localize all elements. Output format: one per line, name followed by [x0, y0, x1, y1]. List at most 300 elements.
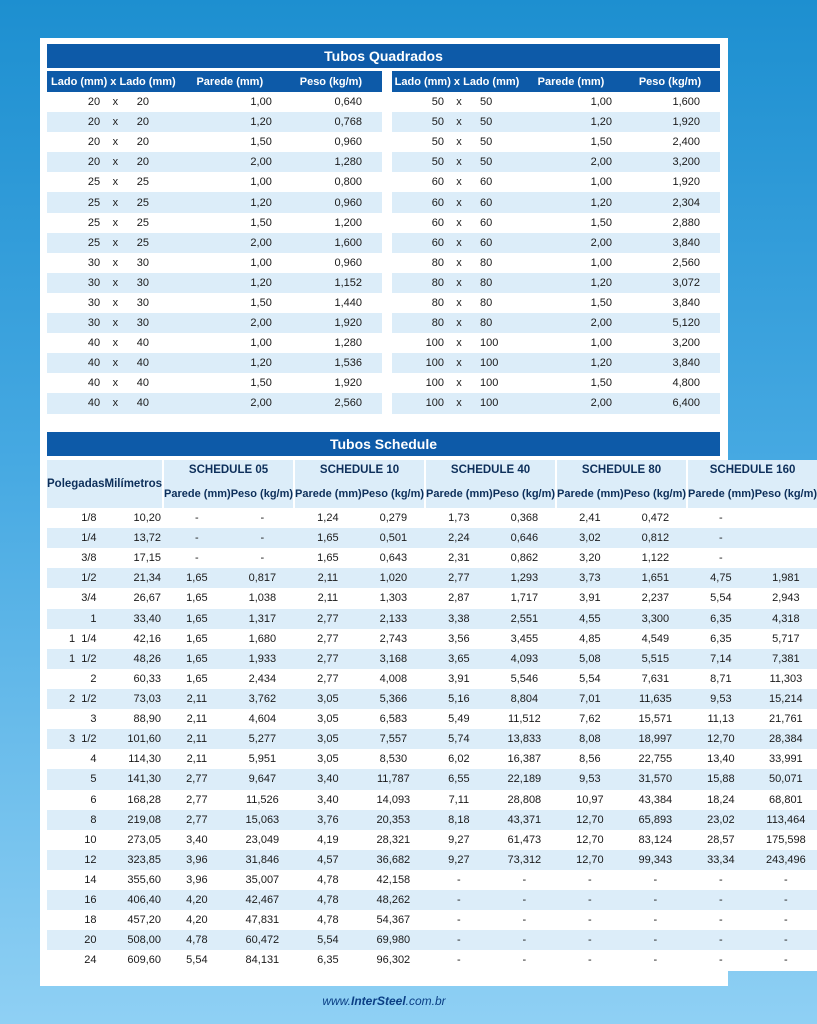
sch05-parede-cell: 4,20: [186, 914, 208, 927]
lado-b-cell: 20: [136, 156, 149, 169]
lado-a-cell: 25: [87, 236, 101, 249]
sch40-peso-cell: 3,455: [510, 632, 539, 645]
peso-cell: 3,840: [672, 296, 700, 309]
lado-b-cell: 20: [136, 116, 149, 129]
sch40-parede-cell: 3,91: [448, 672, 470, 685]
table-row: [47, 192, 382, 212]
sch160-peso-cell: [755, 528, 817, 548]
table-row: [47, 709, 817, 729]
peso-cell: 1,440: [334, 296, 362, 309]
sch10-peso-cell: 3,168: [379, 652, 408, 665]
sch10-peso-cell: 69,980: [376, 934, 411, 947]
lado-b-cell: 50: [480, 156, 493, 169]
footer-suffix: .com.br: [405, 994, 446, 1008]
times-cell: x: [112, 216, 119, 229]
sch40-parede-cell: 5,74: [448, 733, 470, 746]
sch10-parede-cell: 2,77: [317, 652, 339, 665]
footer-website[interactable]: [0, 994, 768, 1008]
sch80-parede-cell: 8,08: [579, 733, 601, 746]
sch10-parede-cell: 3,76: [317, 813, 339, 826]
sch40-peso-cell: 0,368: [510, 512, 539, 525]
sch80-peso-cell: 43,384: [638, 793, 673, 806]
lado-b-cell: 30: [136, 256, 149, 269]
schedule-body: [47, 508, 817, 971]
sch160-parede-cell: -: [719, 934, 723, 947]
times-cell: x: [456, 156, 462, 169]
sch05-parede-cell: 1,65: [186, 672, 208, 685]
subheader-parede: Parede (mm): [294, 480, 362, 508]
lado-b-cell: 40: [136, 357, 149, 370]
polegadas-cell: 6: [90, 793, 97, 806]
sch10-peso-cell: 48,262: [376, 894, 411, 907]
sch40-parede-cell: 8,18: [448, 813, 470, 826]
sch40-parede-cell: 1,73: [448, 512, 470, 525]
lado-b-cell: 100: [480, 337, 499, 350]
times-cell: x: [456, 276, 462, 289]
table-row: [47, 152, 382, 172]
sch80-peso-cell: 15,571: [638, 713, 673, 726]
milimetros-cell: 42,16: [133, 632, 162, 645]
times-cell: x: [112, 156, 119, 169]
parede-cell: 1,50: [590, 377, 612, 390]
table-row: [47, 568, 817, 588]
peso-cell: 1,920: [334, 377, 362, 390]
sch160-peso-cell: 15,214: [769, 693, 803, 706]
polegadas-cell: 1/2: [81, 572, 97, 585]
times-cell: x: [456, 216, 462, 229]
sch05-parede-cell: 1,65: [186, 652, 208, 665]
subheader-peso: Peso (kg/m): [362, 480, 425, 508]
sch160-parede-cell: -: [719, 552, 723, 565]
table-row: [392, 172, 720, 192]
sch80-parede-cell: 8,56: [579, 753, 601, 766]
sch10-parede-cell: 5,54: [317, 934, 339, 947]
sch160-peso-cell: 4,318: [772, 612, 800, 625]
peso-cell: 0,768: [334, 116, 362, 129]
polegadas-cell: 1 1/2: [69, 652, 97, 665]
sch160-parede-cell: 13,40: [707, 753, 735, 766]
polegadas-cell: 8: [90, 813, 97, 826]
milimetros-cell: 17,15: [133, 552, 162, 565]
sch40-parede-cell: -: [457, 954, 461, 967]
sch80-parede-cell: -: [588, 954, 592, 967]
parede-cell: 1,00: [590, 96, 612, 109]
lado-b-cell: 80: [480, 296, 493, 309]
lado-b-cell: 60: [480, 236, 493, 249]
table-row: [47, 132, 382, 152]
sch80-peso-cell: -: [653, 934, 658, 947]
lado-b-cell: 80: [480, 256, 493, 269]
sch40-parede-cell: -: [457, 934, 461, 947]
sch40-peso-cell: 1,717: [510, 592, 539, 605]
sch160-peso-cell: 7,381: [772, 652, 800, 665]
sch160-parede-cell: 18,24: [707, 793, 735, 806]
sch10-peso-cell: 54,367: [376, 914, 411, 927]
footer-brand: InterSteel: [350, 994, 406, 1008]
sch10-peso-cell: 28,321: [376, 833, 411, 846]
table-row: [392, 253, 720, 273]
subheader-peso: Peso (kg/m): [624, 480, 687, 508]
sch40-peso-cell: 5,546: [510, 672, 539, 685]
parede-cell: 1,50: [590, 296, 612, 309]
header-schedule-40: SCHEDULE 40: [425, 460, 556, 480]
sch05-parede-cell: 2,11: [186, 753, 208, 766]
table-row: [47, 373, 382, 393]
times-cell: x: [112, 357, 119, 370]
sch05-parede-cell: 3,96: [186, 874, 208, 887]
times-cell: x: [456, 377, 462, 390]
parede-cell: 1,20: [250, 196, 272, 209]
peso-cell: 1,200: [334, 216, 362, 229]
times-cell: x: [112, 296, 119, 309]
sch05-parede-cell: 2,11: [186, 713, 208, 726]
sch160-peso-cell: [755, 508, 817, 528]
lado-a-cell: 80: [431, 317, 444, 330]
sch10-peso-cell: 4,008: [379, 672, 408, 685]
polegadas-cell: 18: [84, 914, 97, 927]
sch40-parede-cell: 2,77: [448, 572, 470, 585]
sch40-peso-cell: 0,862: [510, 552, 539, 565]
header-schedule-10: SCHEDULE 10: [294, 460, 425, 480]
parede-cell: 1,50: [250, 377, 272, 390]
sch05-parede-cell: 2,77: [186, 773, 208, 786]
sch160-parede-cell: 11,13: [707, 713, 735, 726]
table-row: [47, 92, 382, 112]
lado-a-cell: 25: [87, 176, 101, 189]
sch80-peso-cell: 22,755: [638, 753, 673, 766]
sch40-peso-cell: 8,804: [510, 693, 539, 706]
peso-cell: 3,840: [672, 357, 700, 370]
quadrados-right-table: [392, 71, 720, 414]
sch40-parede-cell: 9,27: [448, 853, 470, 866]
sch05-peso-cell: 23,049: [245, 833, 280, 846]
lado-b-cell: 50: [480, 116, 493, 129]
sch40-parede-cell: 6,02: [448, 753, 470, 766]
header-polegadas: Polegadas: [47, 460, 105, 508]
table-row: [47, 769, 817, 789]
table-row: [392, 132, 720, 152]
polegadas-cell: 16: [84, 894, 97, 907]
sch160-parede-cell: 15,88: [707, 773, 735, 786]
milimetros-cell: 323,85: [127, 853, 162, 866]
sch10-peso-cell: 0,279: [379, 512, 408, 525]
table-row: [392, 233, 720, 253]
sch05-peso-cell: 11,526: [245, 793, 279, 806]
peso-cell: 1,920: [672, 116, 700, 129]
table-row: [47, 273, 382, 293]
table-row: [392, 333, 720, 353]
lado-a-cell: 50: [431, 116, 444, 129]
table-row: [47, 313, 382, 333]
sch40-peso-cell: 2,551: [510, 612, 539, 625]
sch80-peso-cell: 2,237: [641, 592, 670, 605]
polegadas-cell: 3/4: [81, 592, 97, 605]
sch80-peso-cell: 0,472: [641, 512, 670, 525]
sch05-parede-cell: 2,11: [186, 733, 208, 746]
peso-cell: 1,280: [334, 337, 362, 350]
sch10-parede-cell: 2,77: [317, 612, 339, 625]
header-peso: Peso (kg/m): [280, 71, 382, 92]
lado-b-cell: 20: [136, 96, 149, 109]
sch05-peso-cell: 5,951: [248, 753, 277, 766]
sch10-peso-cell: 1,020: [379, 572, 408, 585]
polegadas-cell: 1 1/4: [69, 632, 97, 645]
times-cell: x: [112, 317, 119, 330]
peso-cell: 5,120: [672, 317, 700, 330]
header-peso: Peso (kg/m): [620, 71, 720, 92]
sch05-parede-cell: 2,77: [186, 793, 208, 806]
sch05-parede-cell: 4,78: [186, 934, 208, 947]
lado-a-cell: 40: [87, 397, 101, 410]
table-row: [392, 273, 720, 293]
quadrados-right-body: [392, 92, 720, 414]
sch05-peso-cell: 3,762: [248, 693, 277, 706]
lado-a-cell: 20: [87, 96, 101, 109]
sch40-peso-cell: 0,646: [510, 532, 539, 545]
table-row: [47, 233, 382, 253]
sch40-peso-cell: -: [522, 914, 527, 927]
polegadas-cell: 24: [84, 954, 97, 967]
sch80-parede-cell: 3,02: [579, 532, 601, 545]
sch40-peso-cell: 4,093: [510, 652, 539, 665]
times-cell: x: [112, 136, 119, 149]
sch80-parede-cell: 3,73: [579, 572, 601, 585]
quadrados-right-header-row: [392, 71, 720, 92]
milimetros-cell: 457,20: [127, 914, 162, 927]
polegadas-cell: 2 1/2: [69, 693, 97, 706]
polegadas-cell: 3: [90, 713, 97, 726]
lado-b-cell: 80: [480, 276, 493, 289]
sch10-parede-cell: 3,40: [317, 793, 339, 806]
sch05-parede-cell: -: [195, 532, 199, 545]
milimetros-cell: 33,40: [133, 612, 162, 625]
sch10-parede-cell: 1,24: [317, 512, 339, 525]
sch160-parede-cell: 8,71: [710, 672, 732, 685]
sch10-peso-cell: 20,353: [376, 813, 411, 826]
milimetros-cell: 114,30: [128, 753, 162, 766]
lado-b-cell: 100: [480, 377, 499, 390]
times-cell: x: [112, 196, 119, 209]
times-cell: x: [456, 317, 462, 330]
times-cell: x: [112, 116, 119, 129]
sch80-peso-cell: 11,635: [638, 693, 672, 706]
peso-cell: 1,920: [334, 317, 362, 330]
sch80-parede-cell: -: [588, 874, 592, 887]
milimetros-cell: 609,60: [127, 954, 162, 967]
sch80-peso-cell: -: [653, 874, 658, 887]
sch40-peso-cell: 43,371: [507, 813, 542, 826]
sch80-peso-cell: 18,997: [638, 733, 673, 746]
subheader-peso: Peso (kg/m): [755, 480, 817, 508]
parede-cell: 1,00: [250, 176, 272, 189]
parede-cell: 2,00: [250, 156, 272, 169]
times-cell: x: [456, 196, 462, 209]
table-row: [47, 609, 817, 629]
sch10-parede-cell: 4,78: [317, 874, 339, 887]
sch40-parede-cell: 3,56: [448, 632, 470, 645]
times-cell: x: [456, 256, 462, 269]
milimetros-cell: 101,60: [127, 733, 162, 746]
sch40-peso-cell: 13,833: [507, 733, 542, 746]
parede-cell: 2,00: [250, 397, 272, 410]
peso-cell: 0,960: [334, 256, 362, 269]
sch10-parede-cell: 4,57: [317, 853, 339, 866]
lado-b-cell: 25: [136, 196, 149, 209]
times-cell: x: [112, 397, 119, 410]
parede-cell: 1,20: [590, 357, 612, 370]
sch10-peso-cell: 11,787: [376, 773, 410, 786]
peso-cell: 2,560: [672, 256, 700, 269]
sch10-peso-cell: 0,501: [379, 532, 408, 545]
table-row: [47, 930, 817, 950]
lado-a-cell: 40: [87, 357, 101, 370]
parede-cell: 2,00: [590, 317, 612, 330]
sch10-peso-cell: 2,743: [379, 632, 408, 645]
sch160-parede-cell: -: [719, 532, 723, 545]
parede-cell: 2,00: [250, 317, 272, 330]
sch80-peso-cell: 1,651: [641, 572, 670, 585]
milimetros-cell: 48,26: [133, 652, 162, 665]
sch40-parede-cell: 5,49: [448, 713, 470, 726]
sch160-peso-cell: 1,981: [772, 572, 800, 585]
sch40-peso-cell: 73,312: [507, 853, 542, 866]
table-row: [47, 548, 817, 568]
sch40-peso-cell: 22,189: [507, 773, 542, 786]
sch160-parede-cell: 5,54: [710, 592, 732, 605]
sch40-parede-cell: -: [457, 914, 461, 927]
sch05-parede-cell: 1,65: [186, 612, 208, 625]
sch40-peso-cell: -: [522, 874, 527, 887]
lado-b-cell: 20: [136, 136, 149, 149]
times-cell: x: [456, 136, 462, 149]
lado-b-cell: 40: [136, 337, 149, 350]
table-row: [47, 353, 382, 373]
sch40-parede-cell: 3,65: [448, 652, 470, 665]
sch05-peso-cell: 60,472: [245, 934, 280, 947]
times-cell: x: [112, 256, 119, 269]
sch10-parede-cell: 3,05: [317, 693, 339, 706]
sch10-parede-cell: 3,05: [317, 733, 339, 746]
lado-a-cell: 100: [425, 397, 444, 410]
parede-cell: 1,50: [250, 136, 272, 149]
table-row: [392, 213, 720, 233]
catalog-panel: [40, 38, 817, 986]
polegadas-cell: 1/8: [81, 512, 97, 525]
peso-cell: 3,200: [672, 156, 700, 169]
sch80-parede-cell: 9,53: [579, 773, 601, 786]
milimetros-cell: 73,03: [133, 693, 162, 706]
peso-cell: 3,072: [672, 276, 700, 289]
sch05-peso-cell: 1,038: [248, 592, 277, 605]
sch40-parede-cell: 5,16: [448, 693, 470, 706]
lado-a-cell: 40: [87, 337, 101, 350]
lado-a-cell: 100: [425, 377, 444, 390]
sch160-parede-cell: 23,02: [707, 813, 735, 826]
sch80-parede-cell: 10,97: [576, 793, 604, 806]
subheader-parede: Parede (mm): [163, 480, 231, 508]
sch160-peso-cell: -: [784, 934, 788, 947]
sch10-parede-cell: 2,77: [317, 672, 339, 685]
peso-cell: 3,200: [672, 337, 700, 350]
sch160-peso-cell: 68,801: [769, 793, 803, 806]
sch80-parede-cell: 12,70: [576, 853, 604, 866]
sch160-parede-cell: 4,75: [710, 572, 732, 585]
peso-cell: 4,800: [672, 377, 700, 390]
table-row: [392, 92, 720, 112]
sch80-peso-cell: 99,343: [638, 853, 673, 866]
milimetros-cell: 355,60: [127, 874, 162, 887]
table-row: [47, 890, 817, 910]
quadrados-left-table: [47, 71, 382, 414]
tubos-schedule-title: Tubos Schedule: [47, 432, 720, 456]
lado-a-cell: 50: [431, 136, 444, 149]
polegadas-cell: 1: [90, 612, 97, 625]
table-row: [47, 588, 817, 608]
table-row: [47, 528, 817, 548]
table-row: [47, 253, 382, 273]
parede-cell: 2,00: [590, 397, 612, 410]
table-row: [47, 669, 817, 689]
table-row: [47, 729, 817, 749]
lado-a-cell: 50: [431, 96, 444, 109]
sch160-parede-cell: 33,34: [707, 853, 735, 866]
sch05-parede-cell: 1,65: [186, 632, 208, 645]
quadrados-left-header-row: [47, 71, 382, 92]
times-cell: x: [112, 176, 119, 189]
table-row: [47, 172, 382, 192]
sch160-parede-cell: 6,35: [710, 612, 732, 625]
sch40-peso-cell: 1,293: [510, 572, 539, 585]
header-parede: Parede (mm): [522, 71, 620, 92]
sch80-parede-cell: 4,55: [579, 612, 601, 625]
sch80-peso-cell: 4,549: [641, 632, 670, 645]
milimetros-cell: 21,34: [133, 572, 162, 585]
sch10-parede-cell: 4,19: [317, 833, 339, 846]
sch80-parede-cell: 3,20: [579, 552, 601, 565]
sch80-parede-cell: 3,91: [579, 592, 601, 605]
sch05-peso-cell: -: [260, 512, 265, 525]
parede-cell: 1,00: [250, 96, 272, 109]
parede-cell: 1,50: [250, 216, 272, 229]
sch05-parede-cell: 5,54: [186, 954, 208, 967]
sch160-parede-cell: -: [719, 512, 723, 525]
milimetros-cell: 406,40: [127, 894, 162, 907]
sch40-peso-cell: -: [522, 954, 527, 967]
subheader-peso: Peso (kg/m): [493, 480, 556, 508]
sch05-peso-cell: 0,817: [248, 572, 277, 585]
milimetros-cell: 13,72: [133, 532, 162, 545]
sch05-peso-cell: 1,933: [248, 652, 277, 665]
lado-a-cell: 30: [87, 317, 101, 330]
peso-cell: 6,400: [672, 397, 700, 410]
sch80-parede-cell: -: [588, 914, 592, 927]
polegadas-cell: 10: [84, 833, 97, 846]
sch80-parede-cell: 4,85: [579, 632, 601, 645]
table-row: [47, 649, 817, 669]
sch160-peso-cell: 113,464: [766, 813, 806, 826]
lado-a-cell: 80: [431, 256, 444, 269]
sch10-peso-cell: 42,158: [376, 874, 411, 887]
sch80-peso-cell: 83,124: [638, 833, 673, 846]
polegadas-cell: 4: [90, 753, 97, 766]
subheader-parede: Parede (mm): [687, 480, 755, 508]
sch05-peso-cell: 2,434: [248, 672, 277, 685]
peso-cell: 1,600: [334, 236, 362, 249]
sch160-parede-cell: 6,35: [710, 632, 732, 645]
sch40-parede-cell: 2,31: [448, 552, 470, 565]
parede-cell: 1,20: [250, 276, 272, 289]
milimetros-cell: 10,20: [133, 512, 162, 525]
